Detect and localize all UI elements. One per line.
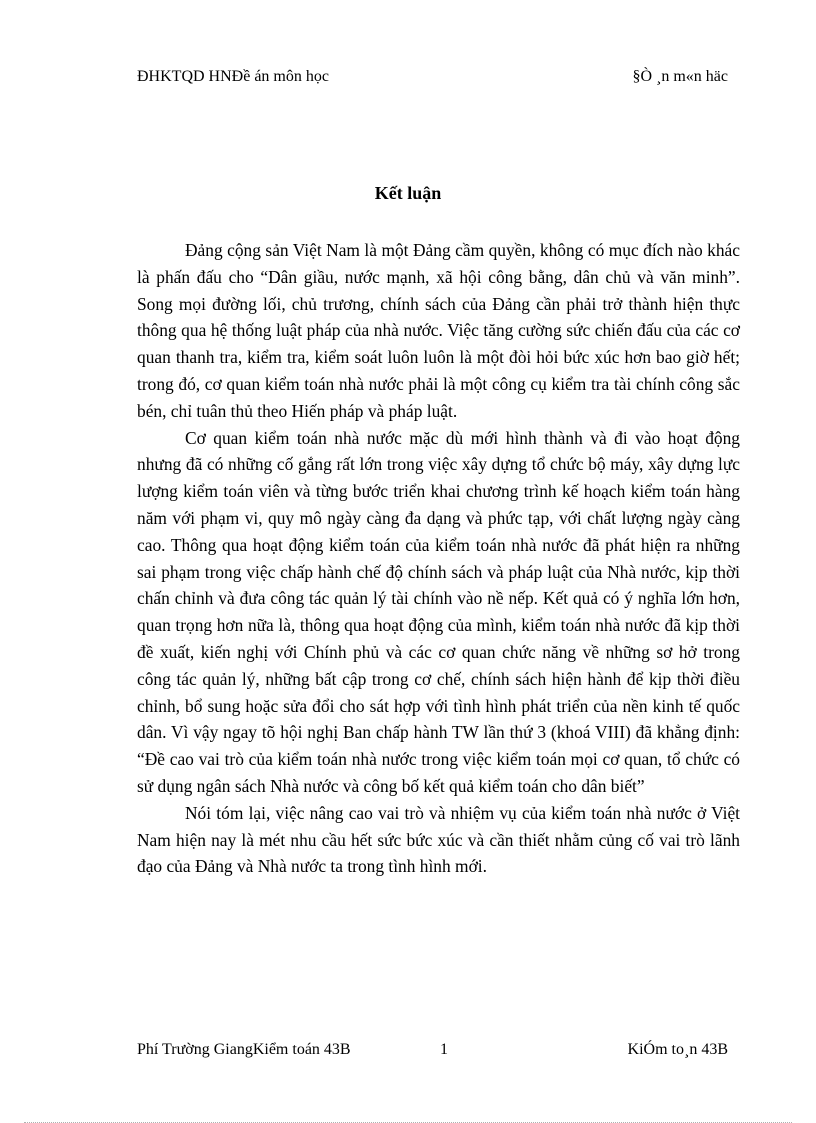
paragraph-2: Cơ quan kiểm toán nhà nước mặc dù mới hình thành và đi vào hoạt động nhưng đã có những cố gắng rất lớn trong việc xây dựng tổ chức bộ máy, xây dựng lực lượng kiểm toán viên và từng bước triển khai chương trình kế hoạch kiểm toán hàng năm với phạm vi, quy mô ngày càng đa dạng và phức tạp, với chất lượng ngày càng cao. Thông qua hoạt động kiểm toán của kiểm toán nhà nước đã phát hiện ra những sai phạm trong việc chấp hành chế độ chính sách và pháp luật của Nhà nước, kịp thời chấn chỉnh và đưa công tác quản lý tài chính vào nề nếp. Kết quả có ý nghĩa lớn hơn, quan trọng hơn nữa là, thông qua hoạt động của mình, kiểm toán nhà nước đã kịp thời đề xuất, kiến nghị với Chính phủ và các cơ quan chức năng về những sơ hở trong công tác quản lý, những bất cập trong cơ chế, chính sách hiện hành để kịp thời điều chỉnh, bổ sung hoặc sửa đổi cho sát hợp với tình hình phát triển của nền kinh tế quốc dân. Vì vậy ngay tõ hội nghị Ban chấp hành TW lần thứ 3 (khoá VIII) đã khẳng định: “Đề cao vai trò của kiểm toán nhà nước trong việc kiểm toán mọi cơ quan, tổ chức có sử dụng ngân sách Nhà nước và công bố kết quả kiểm toán cho dân biết” — [137, 427, 740, 796]
header-right-text: §Ò ¸n m«n häc — [632, 68, 728, 85]
paragraph-3: Nói tóm lại, việc nâng cao vai trò và nhiệm vụ của kiểm toán nhà nước ở Việt Nam hiện nay là mét nhu cầu hết sức bức xúc và cần thiết nhằm củng cố vai trò lãnh đạo của Đảng và Nhà nước ta trong tình hình mới. — [137, 802, 740, 877]
page-number: 1 — [440, 1041, 448, 1058]
document-body — [137, 237, 740, 880]
header-left-text: ĐHKTQD HNĐề án môn học — [137, 68, 329, 85]
page-header — [137, 66, 728, 88]
document-title: Kết luận — [374, 183, 442, 203]
page-footer — [137, 1039, 728, 1061]
footer-left-text: Phí Trường GiangKiểm toán 43B — [137, 1041, 351, 1058]
footer-right-text: KiÓm to¸n 43B — [627, 1041, 728, 1058]
paragraph-1: Đảng cộng sản Việt Nam là một Đảng cầm quyền, không có mục đích nào khác là phấn đấu cho “Dân giầu, nước mạnh, xã hội công bằng, dân chủ và văn minh”. Song mọi đường lối, chủ trương, chính sách của Đảng cần phải trở thành hiện thực thông qua hệ thống luật pháp của nhà nước. Việc tăng cường sức chiến đấu của các cơ quan thanh tra, kiểm tra, kiểm soát luôn luôn là một đòi hỏi bức xúc hơn bao giờ hết; trong đó, cơ quan kiểm toán nhà nước phải là một công cụ kiểm tra tài chính công sắc bén, chỉ tuân thủ theo Hiến pháp và pháp luật. — [137, 240, 740, 421]
